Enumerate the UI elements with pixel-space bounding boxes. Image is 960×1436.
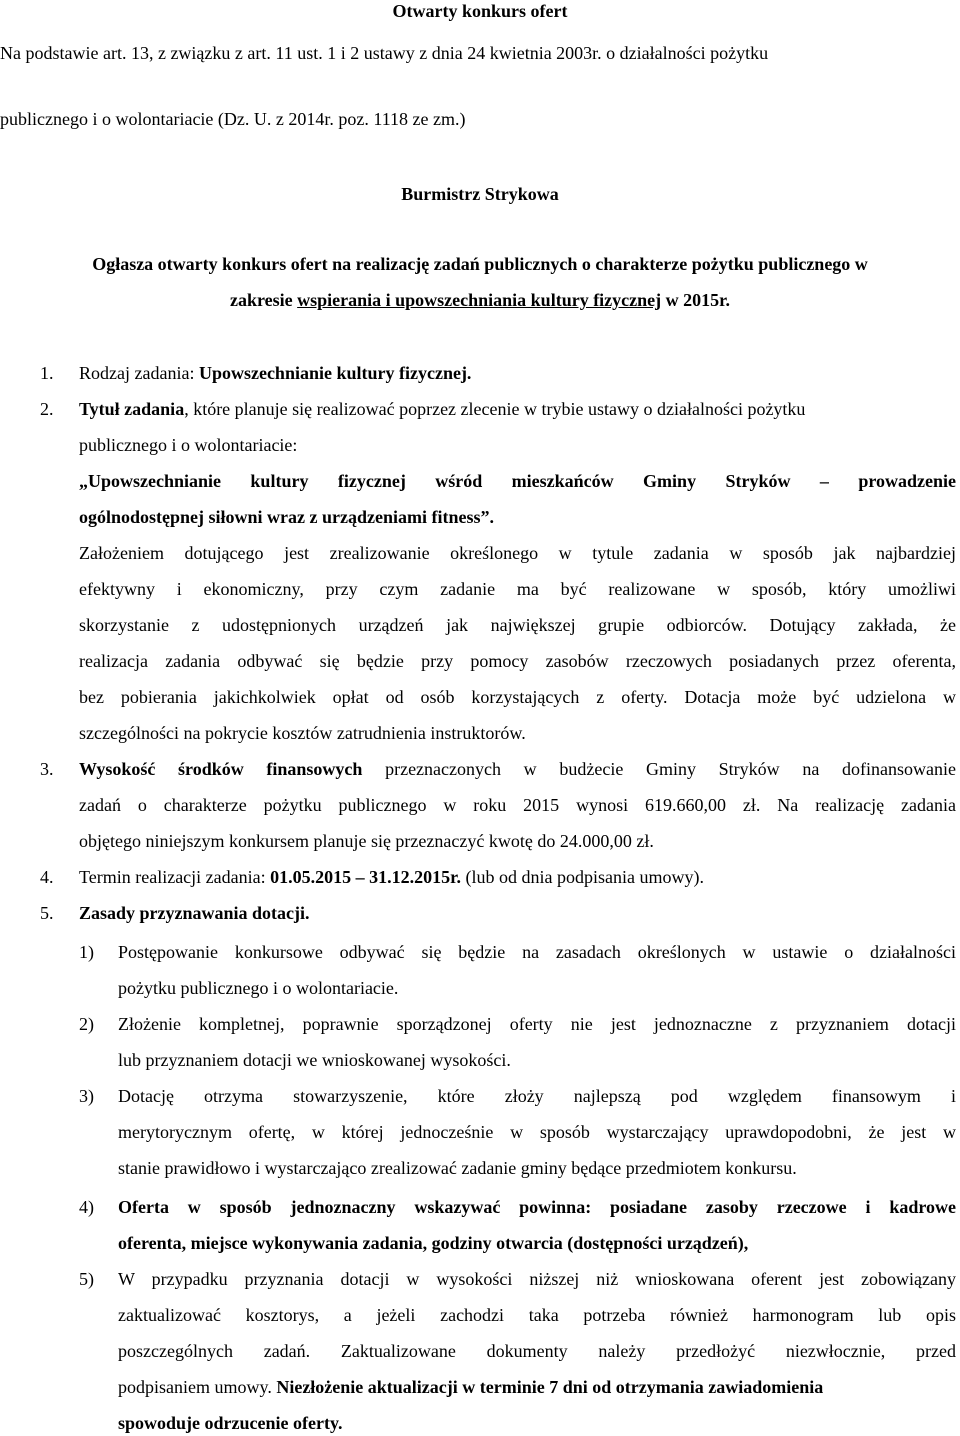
sub-2-line-2: lub przyznaniem dotacji we wnioskowanej wysokości.: [118, 1050, 511, 1070]
item-2-para-line-3: skorzystanie z udostępnionych urządzeń jak największej grupie odbiorców. Dotujący zakłada, że: [79, 615, 956, 635]
item-3-label: Wysokość środków finansowych: [79, 759, 363, 779]
sub-4-number: 4): [79, 1197, 94, 1217]
item-5-heading: Zasady przyznawania dotacji.: [79, 903, 310, 923]
item-2-para-line-4: realizacja zadania odbywać się będzie przy pomocy zasobów rzeczowych posiadanych przez oferenta,: [79, 651, 956, 671]
document-title: Otwarty konkurs ofert: [392, 1, 568, 21]
item-3-line-2: zadań o charakterze pożytku publicznego w roku 2015 wynosi 619.660,00 zł. Na realizację zadania: [79, 795, 956, 815]
sub-4-line-2: oferenta, miejsce wykonywania zadania, godziny otwarcia (dostępności urządzeń),: [118, 1233, 749, 1253]
item-2-para-line-2: efektywny i ekonomiczny, przy czym zadanie ma być realizowane w sposób, który umożliwi: [79, 579, 956, 599]
sub-2-number: 2): [79, 1014, 94, 1034]
item-4-note: (lub od dnia podpisania umowy).: [460, 867, 704, 887]
item-3-number: 3.: [40, 759, 54, 779]
item-2-line-1-rest: , które planuje się realizować poprzez zlecenie w trybie ustawy o działalności pożytku: [184, 399, 806, 419]
sub-5-line-2: zaktualizować kosztorys, a jeżeli zachodzi taka potrzeba również harmonogram lub opis: [118, 1305, 956, 1325]
item-2-para-line-1: Założeniem dotującego jest zrealizowanie określonego w tytule zadania w sposób jak najbardziej: [79, 543, 956, 563]
sub-5-line-4: [118, 1376, 823, 1398]
sub-5-line-5: spowoduje odrzucenie oferty.: [118, 1413, 343, 1433]
item-3-line-1: [79, 758, 956, 780]
item-4-text: [79, 866, 704, 888]
sub-3-number: 3): [79, 1086, 94, 1106]
item-1-label: Rodzaj zadania:: [79, 363, 199, 383]
item-2-number: 2.: [40, 399, 54, 419]
item-1-value: Upowszechnianie kultury fizycznej.: [198, 363, 472, 383]
announcement-line-2: [0, 289, 960, 311]
item-2-line-2: publicznego i o wolontariacie:: [79, 435, 298, 455]
item-1-number: 1.: [40, 363, 54, 383]
sub-1-line-1: Postępowanie konkursowe odbywać się będzie na zasadach określonych w ustawie o działalności: [118, 942, 956, 962]
task-title-line-1: „Upowszechnianie kultury fizycznej wśród mieszkańców Gminy Stryków – prowadzenie: [79, 471, 956, 491]
item-5-number: 5.: [40, 903, 54, 923]
announcement-underlined: wspierania i upowszechniania kultury fizycznej: [297, 290, 662, 310]
item-3-line-3: objętego niniejszym konkursem planuje się przeznaczyć kwotę do 24.000,00 zł.: [79, 831, 654, 851]
item-4-dates: 01.05.2015 – 31.12.2015r.: [270, 867, 461, 887]
sub-3-line-2: merytorycznym ofertę, w której jednocześnie w sposób wystarczający uprawdopodobni, że jest w: [118, 1122, 956, 1142]
sub-3-line-3: stanie prawidłowo i wystarczająco zrealizować zadanie gminy będące przedmiotem konkursu.: [118, 1158, 797, 1178]
item-2-label: Tytuł zadania: [79, 399, 185, 419]
sub-4-line-1: Oferta w sposób jednoznaczny wskazywać powinna: posiadane zasoby rzeczowe i kadrowe: [118, 1197, 956, 1217]
sub-5-number: 5): [79, 1269, 94, 1289]
item-2-line-1: [79, 398, 805, 420]
item-4-label: Termin realizacji zadania:: [79, 867, 271, 887]
sub-1-line-2: pożytku publicznego i o wolontariacie.: [118, 978, 399, 998]
sub-5-line-3: poszczególnych zadań. Zaktualizowane dokumenty należy przedłożyć niezwłocznie, przed: [118, 1341, 956, 1361]
sub-1-number: 1): [79, 942, 94, 962]
item-1-text: [79, 362, 471, 384]
sub-3-line-1: Dotację otrzyma stowarzyszenie, które złoży najlepszą pod względem finansowym i: [118, 1086, 956, 1106]
sub-5-line-4-bold: Niezłożenie aktualizacji w terminie 7 dni od otrzymania zawiadomienia: [276, 1377, 824, 1397]
item-3-line-1-rest: przeznaczonych w budżecie Gminy Stryków na dofinansowanie: [362, 759, 956, 779]
sub-2-line-1: Złożenie kompletnej, poprawnie sporządzonej oferty nie jest jednoznaczne z przyznaniem dotacji: [118, 1014, 956, 1034]
authority: Burmistrz Strykowa: [401, 184, 559, 204]
task-title-line-2: ogólnodostępnej siłowni wraz z urządzeniami fitness”.: [79, 507, 494, 527]
item-2-para-line-6: szczególności na pokrycie kosztów zatrudnienia instruktorów.: [79, 723, 526, 743]
preamble-line-1: Na podstawie art. 13, z związku z art. 11 ust. 1 i 2 ustawy z dnia 24 kwietnia 2003r. o działalności pożytku: [0, 43, 769, 63]
announcement-prefix: zakresie: [229, 290, 298, 310]
preamble-line-2: publicznego i o wolontariacie (Dz. U. z 2014r. poz. 1118 ze zm.): [0, 109, 466, 129]
announcement-suffix: w 2015r.: [661, 290, 730, 310]
sub-5-line-1: W przypadku przyznania dotacji w wysokości niższej niż wnioskowana oferent jest zobowiązany: [118, 1269, 956, 1289]
announcement-line-1: Ogłasza otwarty konkurs ofert na realizację zadań publicznych o charakterze pożytku publicznego w: [92, 254, 868, 274]
item-4-number: 4.: [40, 867, 54, 887]
item-2-para-line-5: bez pobierania jakichkolwiek opłat od osób korzystających z oferty. Dotacja może być udzielona w: [79, 687, 956, 707]
sub-5-line-4-plain: podpisaniem umowy.: [118, 1377, 277, 1397]
